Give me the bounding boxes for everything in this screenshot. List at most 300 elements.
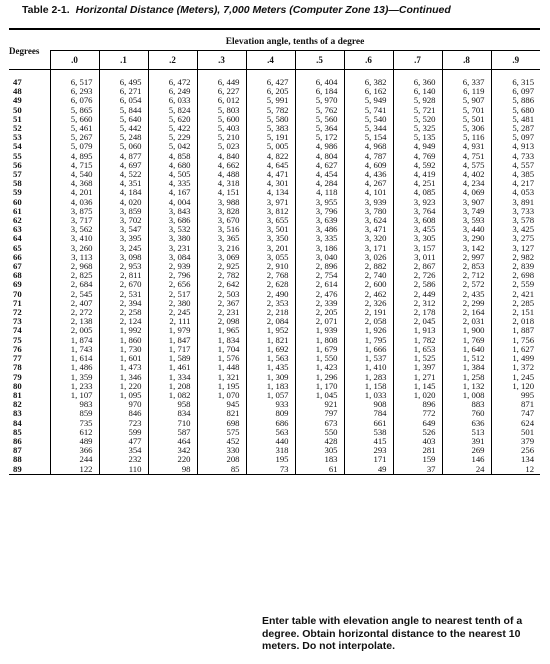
distance-cell: 710 bbox=[148, 419, 197, 428]
distance-cell: 1, 170 bbox=[295, 382, 344, 391]
distance-cell: 1, 020 bbox=[393, 391, 442, 400]
distance-cell: 6, 293 bbox=[50, 87, 99, 96]
distance-cell: 1, 782 bbox=[393, 336, 442, 345]
degree-cell: 83 bbox=[13, 408, 22, 419]
distance-cell: 1, 913 bbox=[393, 326, 442, 335]
distance-cell: 5, 600 bbox=[197, 115, 246, 124]
distance-cell: 3, 026 bbox=[344, 253, 393, 262]
distance-cell: 2, 339 bbox=[295, 299, 344, 308]
degree-cell: 84 bbox=[13, 417, 22, 428]
distance-cell: 2, 642 bbox=[197, 280, 246, 289]
distance-cell: 3, 486 bbox=[295, 225, 344, 234]
degree-cell: 89 bbox=[9, 465, 50, 475]
distance-cell: 1, 769 bbox=[442, 336, 491, 345]
degree-cell: 52 bbox=[13, 123, 22, 134]
distance-cell: 821 bbox=[197, 409, 246, 418]
distance-cell: 2, 839 bbox=[491, 262, 540, 271]
distance-cell: 1, 756 bbox=[491, 336, 540, 345]
distance-cell: 2, 045 bbox=[393, 317, 442, 326]
distance-cell: 4, 085 bbox=[393, 188, 442, 197]
distance-cell: 2, 531 bbox=[99, 290, 148, 299]
distance-cell: 2, 138 bbox=[50, 317, 99, 326]
distance-cell: 3, 127 bbox=[491, 244, 540, 253]
distance-cell: 281 bbox=[393, 446, 442, 455]
distance-cell: 98 bbox=[148, 465, 197, 475]
distance-cell: 2, 218 bbox=[246, 308, 295, 317]
distance-cell: 1, 717 bbox=[148, 345, 197, 354]
distance-cell: 5, 844 bbox=[99, 106, 148, 115]
distance-cell: 1, 601 bbox=[99, 354, 148, 363]
distance-cell: 4, 931 bbox=[442, 142, 491, 151]
distance-cell: 1, 589 bbox=[148, 354, 197, 363]
distance-cell: 6, 184 bbox=[295, 87, 344, 96]
distance-cell: 2, 367 bbox=[197, 299, 246, 308]
distance-cell: 2, 058 bbox=[344, 317, 393, 326]
distance-cell: 220 bbox=[148, 455, 197, 464]
distance-cell: 1, 397 bbox=[393, 363, 442, 372]
distance-cell: 4, 335 bbox=[148, 179, 197, 188]
distance-cell: 5, 060 bbox=[99, 142, 148, 151]
distance-cell: 440 bbox=[246, 437, 295, 446]
distance-cell: 3, 843 bbox=[148, 207, 197, 216]
col-header: .9 bbox=[491, 51, 540, 70]
col-header: .5 bbox=[295, 51, 344, 70]
distance-cell: 3, 532 bbox=[148, 225, 197, 234]
distance-cell: 4, 540 bbox=[50, 170, 99, 179]
distance-cell: 6, 427 bbox=[246, 78, 295, 87]
distance-cell: 24 bbox=[442, 465, 491, 475]
distance-cell: 5, 970 bbox=[295, 96, 344, 105]
distance-cell: 330 bbox=[197, 446, 246, 455]
distance-cell: 3, 891 bbox=[491, 198, 540, 207]
degree-cell: 59 bbox=[13, 187, 22, 198]
distance-cell: 2, 231 bbox=[197, 308, 246, 317]
distance-cell: 3, 593 bbox=[442, 216, 491, 225]
distance-cell: 4, 471 bbox=[246, 170, 295, 179]
distance-cell: 1, 550 bbox=[295, 354, 344, 363]
distance-cell: 5, 762 bbox=[295, 106, 344, 115]
distance-cell: 5, 721 bbox=[393, 106, 442, 115]
distance-cell: 4, 913 bbox=[491, 142, 540, 151]
distance-cell: 1, 563 bbox=[246, 354, 295, 363]
distance-cell: 723 bbox=[99, 419, 148, 428]
distance-cell: 1, 258 bbox=[442, 373, 491, 382]
distance-cell: 4, 301 bbox=[246, 179, 295, 188]
instruction-note: Enter table with elevation angle to nearest tenth of a degree. Obtain horizontal distance to the nearest 10 meters. Do not interpolate. bbox=[262, 615, 523, 653]
distance-cell: 1, 145 bbox=[393, 382, 442, 391]
distance-cell: 5, 191 bbox=[246, 133, 295, 142]
distance-cell: 6, 495 bbox=[99, 78, 148, 87]
distance-cell: 2, 164 bbox=[442, 308, 491, 317]
distance-cell: 2, 559 bbox=[491, 280, 540, 289]
distance-cell: 6, 033 bbox=[148, 96, 197, 105]
distance-cell: 4, 858 bbox=[148, 152, 197, 161]
distance-cell: 4, 505 bbox=[148, 170, 197, 179]
distance-cell: 846 bbox=[99, 409, 148, 418]
distance-cell: 6, 360 bbox=[393, 78, 442, 87]
distance-cell: 3, 562 bbox=[50, 225, 99, 234]
distance-cell: 5, 991 bbox=[246, 96, 295, 105]
distance-cell: 415 bbox=[344, 437, 393, 446]
distance-cell: 2, 754 bbox=[295, 271, 344, 280]
distance-cell: 3, 764 bbox=[393, 207, 442, 216]
distance-cell: 1, 808 bbox=[295, 336, 344, 345]
distance-cell: 612 bbox=[50, 428, 99, 437]
distance-cell: 5, 928 bbox=[393, 96, 442, 105]
distance-cell: 2, 997 bbox=[442, 253, 491, 262]
distance-cell: 1, 795 bbox=[344, 336, 393, 345]
distance-cell: 391 bbox=[442, 437, 491, 446]
distance-cell: 4, 053 bbox=[491, 188, 540, 197]
distance-cell: 2, 285 bbox=[491, 299, 540, 308]
distance-cell: 995 bbox=[491, 391, 540, 400]
distance-cell: 2, 476 bbox=[295, 290, 344, 299]
distance-cell: 2, 867 bbox=[393, 262, 442, 271]
distance-cell: 4, 751 bbox=[442, 152, 491, 161]
distance-cell: 5, 640 bbox=[99, 115, 148, 124]
distance-cell: 1, 283 bbox=[344, 373, 393, 382]
distance-cell: 5, 325 bbox=[393, 124, 442, 133]
distance-cell: 3, 717 bbox=[50, 216, 99, 225]
distance-cell: 49 bbox=[344, 465, 393, 475]
distance-cell: 4, 251 bbox=[393, 179, 442, 188]
degree-cell: 63 bbox=[13, 224, 22, 235]
distance-cell: 1, 730 bbox=[99, 345, 148, 354]
distance-cell: 6, 140 bbox=[393, 87, 442, 96]
distance-cell: 1, 334 bbox=[148, 373, 197, 382]
distance-cell: 1, 486 bbox=[50, 363, 99, 372]
distance-cell: 661 bbox=[344, 419, 393, 428]
distance-cell: 5, 481 bbox=[491, 115, 540, 124]
degree-cell: 56 bbox=[13, 159, 22, 170]
distance-cell: 489 bbox=[50, 437, 99, 446]
distance-cell: 513 bbox=[442, 428, 491, 437]
distance-cell: 4, 986 bbox=[295, 142, 344, 151]
distance-cell: 5, 097 bbox=[491, 133, 540, 142]
distance-cell: 6, 404 bbox=[295, 78, 344, 87]
distance-cell: 2, 111 bbox=[148, 317, 197, 326]
col-header: .8 bbox=[442, 51, 491, 70]
degree-cell: 55 bbox=[13, 150, 22, 161]
distance-cell: 1, 821 bbox=[246, 336, 295, 345]
distance-cell: 1, 435 bbox=[246, 363, 295, 372]
distance-cell: 5, 680 bbox=[491, 106, 540, 115]
distance-cell: 1, 900 bbox=[442, 326, 491, 335]
distance-cell: 195 bbox=[246, 455, 295, 464]
distance-cell: 171 bbox=[344, 455, 393, 464]
distance-cell: 1, 120 bbox=[491, 382, 540, 391]
distance-cell: 3, 455 bbox=[393, 225, 442, 234]
distance-cell: 2, 545 bbox=[50, 290, 99, 299]
degree-cell: 51 bbox=[13, 113, 22, 124]
col-header: .4 bbox=[246, 51, 295, 70]
distance-cell: 5, 403 bbox=[197, 124, 246, 133]
distance-cell: 3, 157 bbox=[393, 244, 442, 253]
distance-cell: 3, 780 bbox=[344, 207, 393, 216]
distance-cell: 760 bbox=[442, 409, 491, 418]
distance-cell: 2, 245 bbox=[148, 308, 197, 317]
distance-cell: 1, 082 bbox=[148, 391, 197, 400]
distance-cell: 4, 385 bbox=[491, 170, 540, 179]
degree-cell: 72 bbox=[13, 307, 22, 318]
distance-cell: 5, 287 bbox=[491, 124, 540, 133]
distance-cell: 4, 840 bbox=[197, 152, 246, 161]
distance-cell: 256 bbox=[491, 446, 540, 455]
col-header: .2 bbox=[148, 51, 197, 70]
distance-cell: 3, 055 bbox=[246, 253, 295, 262]
distance-cell: 4, 769 bbox=[393, 152, 442, 161]
distance-cell: 4, 877 bbox=[99, 152, 148, 161]
distance-cell: 3, 216 bbox=[197, 244, 246, 253]
distance-cell: 3, 231 bbox=[148, 244, 197, 253]
distance-cell: 5, 005 bbox=[246, 142, 295, 151]
distance-cell: 945 bbox=[197, 400, 246, 409]
distance-cell: 5, 116 bbox=[442, 133, 491, 142]
distance-cell: 1, 939 bbox=[295, 326, 344, 335]
distance-cell: 4, 036 bbox=[50, 198, 99, 207]
distance-cell: 2, 982 bbox=[491, 253, 540, 262]
distance-cell: 2, 782 bbox=[197, 271, 246, 280]
distance-cell: 1, 448 bbox=[197, 363, 246, 372]
distance-cell: 4, 697 bbox=[99, 161, 148, 170]
distance-cell: 921 bbox=[295, 400, 344, 409]
degree-cell: 87 bbox=[13, 445, 22, 456]
distance-cell: 3, 875 bbox=[50, 207, 99, 216]
distance-cell: 3, 516 bbox=[197, 225, 246, 234]
distance-cell: 4, 787 bbox=[344, 152, 393, 161]
distance-cell: 4, 680 bbox=[148, 161, 197, 170]
distance-cell: 3, 971 bbox=[246, 198, 295, 207]
distance-cell: 908 bbox=[344, 400, 393, 409]
table-number: Table 2-1. bbox=[22, 4, 70, 16]
distance-cell: 797 bbox=[295, 409, 344, 418]
distance-cell: 5, 620 bbox=[148, 115, 197, 124]
distance-cell: 1, 309 bbox=[246, 373, 295, 382]
distance-cell: 1, 095 bbox=[99, 391, 148, 400]
distance-cell: 1, 847 bbox=[148, 336, 197, 345]
distance-cell: 342 bbox=[148, 446, 197, 455]
distance-cell: 4, 627 bbox=[295, 161, 344, 170]
distance-cell: 293 bbox=[344, 446, 393, 455]
distance-cell: 4, 804 bbox=[295, 152, 344, 161]
distance-cell: 2, 726 bbox=[393, 271, 442, 280]
distance-cell: 1, 271 bbox=[393, 373, 442, 382]
distance-cell: 5, 248 bbox=[99, 133, 148, 142]
distance-cell: 2, 394 bbox=[99, 299, 148, 308]
distance-cell: 379 bbox=[491, 437, 540, 446]
distance-cell: 5, 501 bbox=[442, 115, 491, 124]
distance-cell: 3, 624 bbox=[344, 216, 393, 225]
distance-cell: 2, 953 bbox=[99, 262, 148, 271]
distance-cell: 5, 520 bbox=[393, 115, 442, 124]
distance-cell: 2, 435 bbox=[442, 290, 491, 299]
distance-table bbox=[9, 34, 540, 475]
distance-cell: 2, 462 bbox=[344, 290, 393, 299]
distance-cell: 61 bbox=[295, 465, 344, 475]
distance-cell: 1, 874 bbox=[50, 336, 99, 345]
distance-cell: 3, 547 bbox=[99, 225, 148, 234]
distance-cell: 4, 822 bbox=[246, 152, 295, 161]
distance-cell: 3, 011 bbox=[393, 253, 442, 262]
distance-cell: 3, 260 bbox=[50, 244, 99, 253]
distance-cell: 5, 422 bbox=[148, 124, 197, 133]
distance-cell: 4, 488 bbox=[197, 170, 246, 179]
distance-cell: 122 bbox=[50, 465, 99, 475]
distance-cell: 6, 162 bbox=[344, 87, 393, 96]
distance-cell: 4, 402 bbox=[442, 170, 491, 179]
distance-cell: 1, 743 bbox=[50, 345, 99, 354]
distance-cell: 5, 540 bbox=[344, 115, 393, 124]
distance-cell: 5, 741 bbox=[344, 106, 393, 115]
degree-cell: 88 bbox=[13, 454, 22, 465]
distance-cell: 1, 245 bbox=[491, 373, 540, 382]
distance-cell: 3, 098 bbox=[99, 253, 148, 262]
distance-cell: 3, 425 bbox=[491, 225, 540, 234]
distance-cell: 5, 580 bbox=[246, 115, 295, 124]
distance-cell: 3, 069 bbox=[197, 253, 246, 262]
distance-cell: 2, 005 bbox=[50, 326, 99, 335]
distance-cell: 2, 825 bbox=[50, 271, 99, 280]
distance-cell: 6, 249 bbox=[148, 87, 197, 96]
distance-cell: 970 bbox=[99, 400, 148, 409]
distance-cell: 772 bbox=[393, 409, 442, 418]
distance-cell: 6, 205 bbox=[246, 87, 295, 96]
distance-cell: 208 bbox=[197, 455, 246, 464]
distance-cell: 983 bbox=[50, 400, 99, 409]
degree-cell: 67 bbox=[13, 261, 22, 272]
distance-cell: 2, 098 bbox=[197, 317, 246, 326]
distance-cell: 2, 811 bbox=[99, 271, 148, 280]
distance-cell: 2, 258 bbox=[99, 308, 148, 317]
column-header-row bbox=[9, 51, 540, 70]
distance-cell: 747 bbox=[491, 409, 540, 418]
degree-cell: 69 bbox=[13, 279, 22, 290]
distance-cell: 403 bbox=[393, 437, 442, 446]
distance-cell: 2, 740 bbox=[344, 271, 393, 280]
distance-cell: 4, 968 bbox=[344, 142, 393, 151]
distance-cell: 244 bbox=[50, 455, 99, 464]
distance-cell: 4, 318 bbox=[197, 179, 246, 188]
distance-cell: 6, 012 bbox=[197, 96, 246, 105]
distance-cell: 3, 578 bbox=[491, 216, 540, 225]
distance-cell: 3, 040 bbox=[295, 253, 344, 262]
distance-cell: 896 bbox=[393, 400, 442, 409]
distance-cell: 2, 656 bbox=[148, 280, 197, 289]
distance-cell: 5, 701 bbox=[442, 106, 491, 115]
distance-cell: 2, 882 bbox=[344, 262, 393, 271]
distance-cell: 5, 364 bbox=[295, 124, 344, 133]
distance-cell: 3, 113 bbox=[50, 253, 99, 262]
distance-cell: 834 bbox=[148, 409, 197, 418]
distance-cell: 1, 666 bbox=[344, 345, 393, 354]
distance-cell: 1, 008 bbox=[442, 391, 491, 400]
distance-cell: 673 bbox=[295, 419, 344, 428]
distance-cell: 3, 201 bbox=[246, 244, 295, 253]
distance-cell: 85 bbox=[197, 465, 246, 475]
degree-cell: 50 bbox=[13, 104, 22, 115]
degree-cell: 85 bbox=[13, 426, 22, 437]
distance-cell: 3, 608 bbox=[393, 216, 442, 225]
distance-cell: 6, 337 bbox=[442, 78, 491, 87]
distance-cell: 4, 522 bbox=[99, 170, 148, 179]
distance-cell: 1, 195 bbox=[197, 382, 246, 391]
distance-cell: 4, 662 bbox=[197, 161, 246, 170]
distance-cell: 3, 305 bbox=[393, 234, 442, 243]
degree-cell: 81 bbox=[13, 389, 22, 400]
degrees-header: Degrees bbox=[9, 34, 50, 70]
distance-cell: 6, 449 bbox=[197, 78, 246, 87]
distance-cell: 4, 454 bbox=[295, 170, 344, 179]
distance-cell: 933 bbox=[246, 400, 295, 409]
distance-cell: 3, 501 bbox=[246, 225, 295, 234]
distance-cell: 1, 423 bbox=[295, 363, 344, 372]
distance-cell: 5, 560 bbox=[295, 115, 344, 124]
distance-cell: 871 bbox=[491, 400, 540, 409]
distance-cell: 883 bbox=[442, 400, 491, 409]
distance-cell: 2, 353 bbox=[246, 299, 295, 308]
distance-cell: 526 bbox=[393, 428, 442, 437]
distance-cell: 2, 084 bbox=[246, 317, 295, 326]
distance-cell: 159 bbox=[393, 455, 442, 464]
distance-cell: 2, 600 bbox=[344, 280, 393, 289]
distance-cell: 6, 271 bbox=[99, 87, 148, 96]
distance-cell: 2, 421 bbox=[491, 290, 540, 299]
distance-cell: 501 bbox=[491, 428, 540, 437]
distance-cell: 4, 436 bbox=[344, 170, 393, 179]
distance-cell: 4, 351 bbox=[99, 179, 148, 188]
distance-cell: 4, 134 bbox=[246, 188, 295, 197]
distance-cell: 1, 926 bbox=[344, 326, 393, 335]
distance-cell: 2, 205 bbox=[295, 308, 344, 317]
distance-cell: 5, 886 bbox=[491, 96, 540, 105]
distance-cell: 2, 151 bbox=[491, 308, 540, 317]
distance-cell: 809 bbox=[246, 409, 295, 418]
distance-cell: 1, 499 bbox=[491, 354, 540, 363]
distance-cell: 3, 670 bbox=[197, 216, 246, 225]
distance-cell: 3, 471 bbox=[344, 225, 393, 234]
degree-cell: 66 bbox=[13, 251, 22, 262]
distance-cell: 4, 575 bbox=[442, 161, 491, 170]
distance-cell: 6, 119 bbox=[442, 87, 491, 96]
distance-cell: 5, 135 bbox=[393, 133, 442, 142]
distance-cell: 636 bbox=[442, 419, 491, 428]
distance-cell: 3, 350 bbox=[246, 234, 295, 243]
distance-cell: 2, 449 bbox=[393, 290, 442, 299]
distance-cell: 1, 057 bbox=[246, 391, 295, 400]
distance-cell: 4, 069 bbox=[442, 188, 491, 197]
distance-cell: 784 bbox=[344, 409, 393, 418]
distance-cell: 1, 512 bbox=[442, 354, 491, 363]
distance-cell: 1, 834 bbox=[197, 336, 246, 345]
distance-cell: 3, 859 bbox=[99, 207, 148, 216]
distance-cell: 1, 979 bbox=[148, 326, 197, 335]
degree-cell: 65 bbox=[13, 242, 22, 253]
distance-cell: 1, 183 bbox=[246, 382, 295, 391]
distance-cell: 3, 907 bbox=[442, 198, 491, 207]
distance-cell: 2, 925 bbox=[197, 262, 246, 271]
distance-cell: 3, 335 bbox=[295, 234, 344, 243]
distance-cell: 3, 639 bbox=[295, 216, 344, 225]
distance-cell: 1, 653 bbox=[393, 345, 442, 354]
degree-cell: 60 bbox=[13, 196, 22, 207]
distance-cell: 5, 383 bbox=[246, 124, 295, 133]
distance-cell: 1, 704 bbox=[197, 345, 246, 354]
distance-cell: 477 bbox=[99, 437, 148, 446]
distance-cell: 5, 267 bbox=[50, 133, 99, 142]
distance-cell: 318 bbox=[246, 446, 295, 455]
distance-cell: 3, 245 bbox=[99, 244, 148, 253]
distance-cell: 2, 896 bbox=[295, 262, 344, 271]
